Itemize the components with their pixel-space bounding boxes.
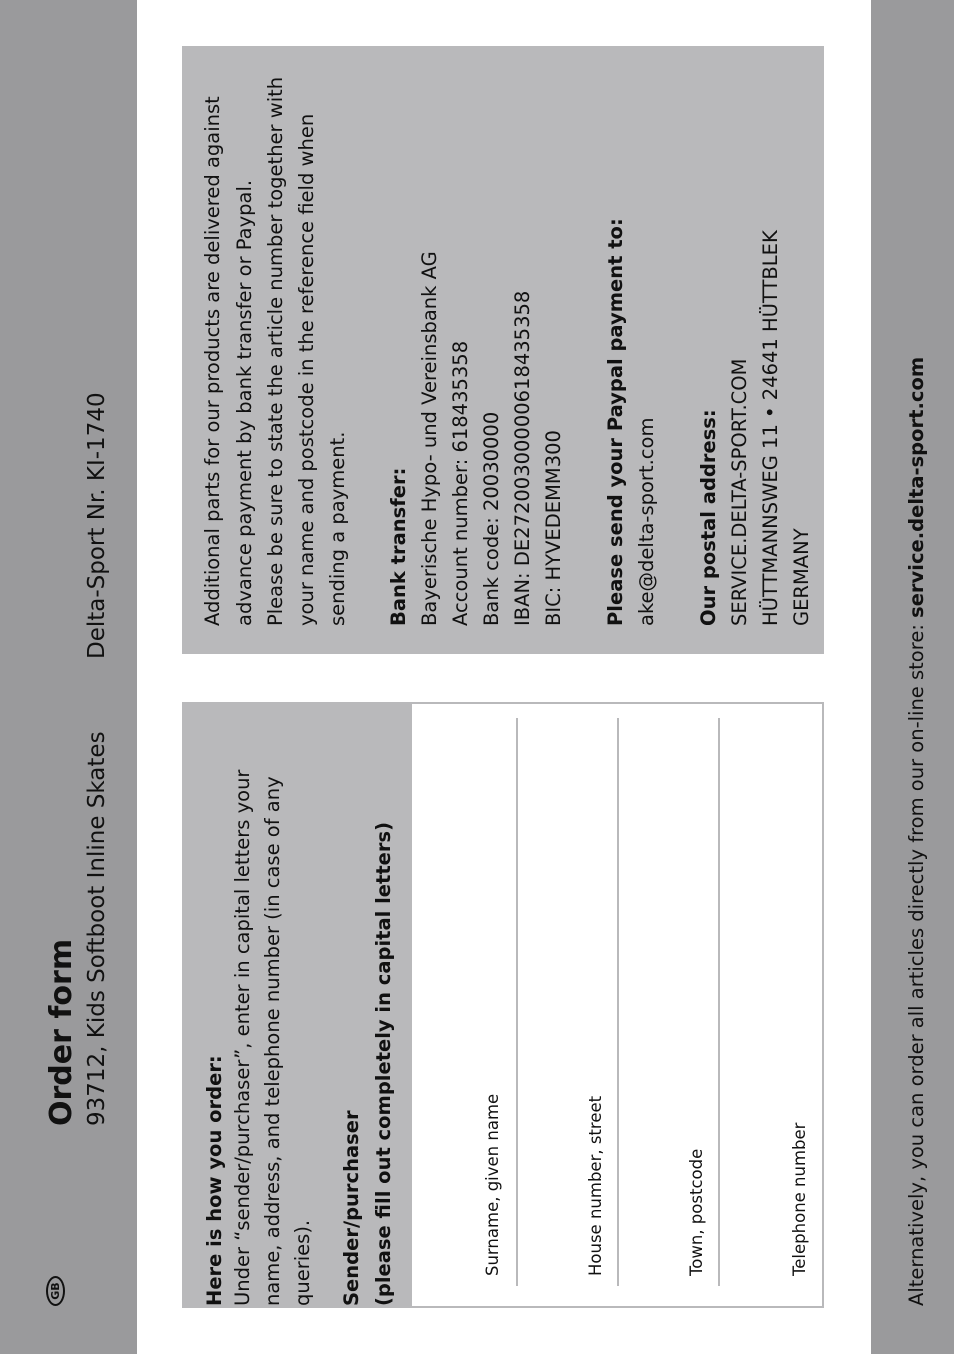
info-intro-line: your name and postcode in the reference field when (295, 113, 318, 626)
instruction-line: name, address, and telephone number (in case of any (261, 776, 284, 1306)
bank-line: IBAN: DE27200300000618435358 (511, 290, 534, 626)
page-title: Order form (44, 938, 79, 1126)
instruction-line: queries). (291, 1219, 314, 1306)
bank-transfer-heading: Bank transfer: (387, 467, 410, 626)
sender-heading-note: (please fill out completely in capital letters) (372, 821, 395, 1306)
article-reference: Delta-Sport Nr. KI-1740 (84, 392, 110, 659)
instruction-line: Under “sender/purchaser”, enter in capital letters your (231, 769, 254, 1306)
country-badge: GB (46, 1276, 65, 1306)
product-subtitle: 93712, Kids Softboot Inline Skates (84, 731, 110, 1126)
paypal-email: ake@delta-sport.com (635, 417, 658, 626)
bank-line: Bank code: 20030000 (480, 411, 503, 626)
postal-heading: Our postal address: (697, 409, 720, 626)
paypal-heading: Please send your Paypal payment to: (604, 218, 627, 626)
telephone-label: Telephone number (790, 1122, 809, 1276)
online-store-footer (905, 357, 928, 1306)
postal-line: SERVICE.DELTA-SPORT.COM (728, 358, 751, 626)
bank-line: BIC: HYVEDEMM300 (542, 430, 565, 626)
info-intro-line: Please be sure to state the article number together with (264, 76, 287, 626)
bank-line: Bayerische Hypo- und Vereinsbank AG (418, 251, 441, 626)
surname-label: Surname, given name (483, 1093, 502, 1276)
footer-text: Alternatively, you can order all articles directly from our on-line store: (905, 617, 928, 1306)
info-intro-line: Additional parts for our products are delivered against (201, 96, 224, 626)
online-store-link[interactable]: service.delta-sport.com (905, 356, 928, 618)
how-to-order-heading: Here is how you order: (203, 1055, 226, 1306)
street-label: House number, street (586, 1095, 605, 1276)
info-intro-line: sending a payment. (326, 431, 349, 626)
town-label: Town, postcode (687, 1148, 706, 1276)
postal-line: GERMANY (790, 528, 813, 626)
postal-line: HÜTTMANNSWEG 11 • 24641 HÜTTBLEK (759, 230, 782, 626)
town-field[interactable] (718, 718, 720, 1286)
surname-field[interactable] (516, 718, 518, 1286)
info-intro-line: advance payment by bank transfer or Paypal. (233, 179, 256, 626)
bank-line: Account number: 618435358 (449, 340, 472, 626)
street-field[interactable] (617, 718, 619, 1286)
sender-heading: Sender/purchaser (340, 1110, 363, 1306)
